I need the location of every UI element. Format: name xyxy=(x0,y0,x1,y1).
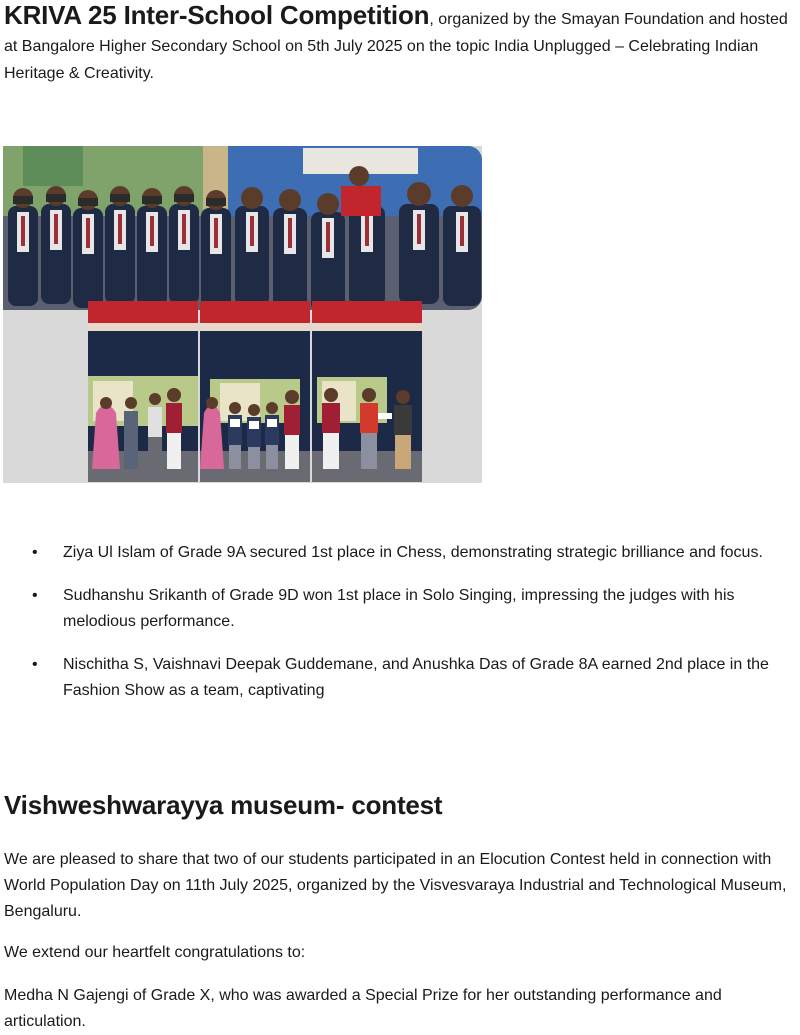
photo-collage xyxy=(3,146,482,483)
bullet-icon: • xyxy=(32,587,38,604)
museum-paragraph-3: Medha N Gajengi of Grade X, who was awarded a Special Prize for her outstanding performance and articulation. xyxy=(4,987,722,1030)
museum-paragraph-1: We are pleased to share that two of our students participated in an Elocution Contest held in connection with World Population Day on 11th July 2025, organized by the Visvesvaraya Industrial and Technological Museum, Bengaluru. xyxy=(4,851,787,920)
stage-photo-3 xyxy=(312,301,422,482)
list-item xyxy=(0,583,790,635)
group-photo-illustration xyxy=(3,146,482,310)
museum-heading: Vishweshwarayya museum- contest xyxy=(4,790,443,820)
bullet-icon: • xyxy=(32,544,38,561)
intro-text: , organized by the Smayan Foundation and hosted at Bangalore Higher Secondary School on 5th July 2025 on the topic India Unplugged – Celebrating Indian Heritage & Creativity. xyxy=(4,11,788,82)
awards-list xyxy=(0,540,790,721)
award-text: Nischitha S, Vaishnavi Deepak Guddemane, and Anushka Das of Grade 8A earned 2nd place in the Fashion Show as a team, captivating xyxy=(63,656,769,699)
competition-title: KRIVA 25 Inter-School Competition xyxy=(4,0,430,30)
award-text: Ziya Ul Islam of Grade 9A secured 1st place in Chess, demonstrating strategic brilliance and focus. xyxy=(63,544,763,561)
group-photo xyxy=(3,146,482,310)
stage-photo-2-illustration xyxy=(200,301,310,482)
museum-paragraph-2: We extend our heartfelt congratulations to: xyxy=(4,944,306,961)
award-text: Sudhanshu Srikanth of Grade 9D won 1st place in Solo Singing, impressing the judges with his melodious performance. xyxy=(63,587,735,630)
stage-photo-3-illustration xyxy=(312,301,422,482)
list-item xyxy=(0,540,790,566)
intro-paragraph xyxy=(4,2,788,87)
stage-photo-1 xyxy=(88,301,198,482)
stage-photo-1-illustration xyxy=(88,301,198,482)
bullet-icon: • xyxy=(32,656,38,673)
stage-photo-2 xyxy=(200,301,310,482)
list-item xyxy=(0,652,790,704)
